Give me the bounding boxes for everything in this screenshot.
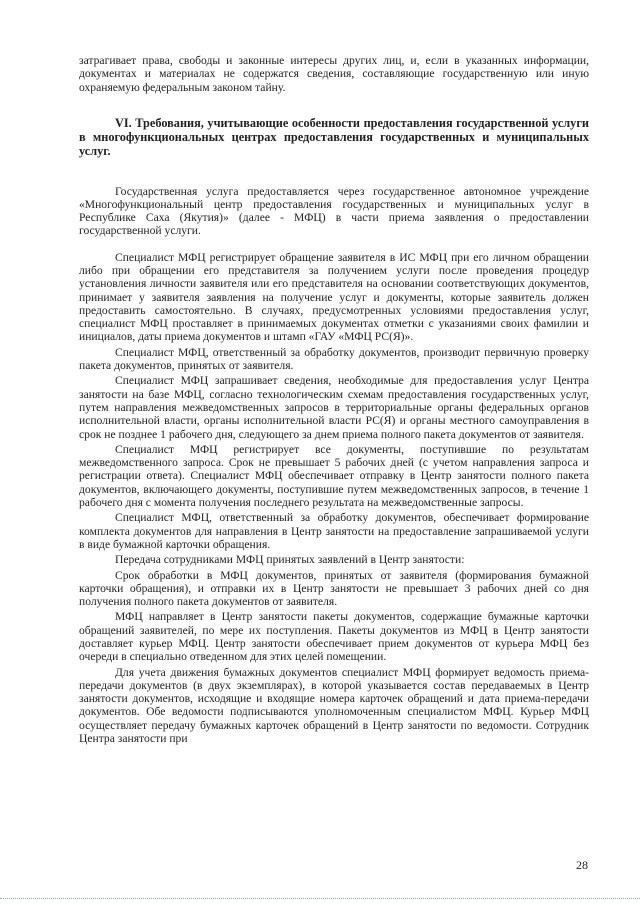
paragraph: Государственная услуга предоставляется через государственное автономное учреждение «Многофункциональный центр предоставления государственных и муниципальных услуг в Республике Саха (Якутия)» (далее - МФЦ) в части приема заявления о предоставлении государственной услуги. [79,184,589,238]
paragraph: Для учета движения бумажных документов специалист МФЦ формирует ведомость приема-передачи документов (в двух экземплярах), в которой указывается состав передаваемых в Центр занятости документов, исходящие и входящие номера карточек обращений и дата приема-передачи документов. Обе ведомости подписываются уполномоченным специалистом МФЦ. Курьер МФЦ осуществляет передачу бумажных карточек обращений в Центр занятости по ведомости. Сотрудник Центра занятости при [79,665,589,746]
document-body [79,54,589,745]
paragraph: МФЦ направляет в Центр занятости пакеты документов, содержащие бумажные карточки обращений заявителей, по мере их поступления. Пакеты документов из МФЦ в Центр занятости доставляет курьер МФЦ. Центр занятости обеспечивает прием документов от курьера МФЦ без очереди в специально отведенном для этих целей помещении. [79,610,589,664]
paragraph: Специалист МФЦ, ответственный за обработку документов, производит первичную проверку пакета документов, принятых от заявителя. [79,345,589,373]
section-heading: VI. Требования, учитывающие особенности предоставления государственной услуги в многофункциональных центрах предоставления государственных и муниципальных услуг. [79,115,589,159]
paragraph: Специалист МФЦ запрашивает сведения, необходимые для предоставления услуг Центра занятости на базе МФЦ, согласно технологическим схемам предоставления государственных услуг, путем направления межведомственных запросов в территориальные органы федеральных органов исполнительной власти, органы исполнительной власти РС(Я) и органы местного самоуправления в срок не позднее 1 рабочего дня, следующего за днем приема полного пакета документов от заявителя. [79,374,589,441]
page-number: 28 [576,858,588,872]
paragraph: Специалист МФЦ регистрирует обращение заявителя в ИС МФЦ при его личном обращении либо при обращении его представителя за получением услуги после проведения процедур установления личности заявителя или его представителя на основании соответствующих документов, принимает у заявителя заявления на получение услуг и документы, которые заявитель должен предоставить самостоятельно. В случаях, предусмотренных условиями предоставления услуг, специалист МФЦ проставляет в принимаемых документах отметки с указаниями своих фамилии и инициалов, даты приема документов и штамп «ГАУ «МФЦ РС(Я)». [79,250,589,344]
intro-paragraph: затрагивает права, свободы и законные интересы других лиц, и, если в указанных информации, документах и материалах не содержатся сведения, составляющие государственную или иную охраняемую федеральным законом тайну. [79,54,589,94]
paragraph: Срок обработки в МФЦ документов, принятых от заявителя (формирования бумажной карточки обращения), и отправки их в Центр занятости не превышает 3 рабочих дней со дня получения полного пакета документов от заявителя. [79,568,589,609]
paragraph: Специалист МФЦ регистрирует все документы, поступившие по результатам межведомственного запроса. Срок не превышает 5 рабочих дней (с учетом направления запроса и регистрации ответа). Специалист МФЦ обеспечивает отправку в Центр занятости полного пакета документов, включающего документы, поступившие путем межведомственных запросов, в течение 1 рабочего дня с момента получения последнего результата на межведомственные запросы. [79,442,589,510]
paragraph: Передача сотрудниками МФЦ принятых заявлений в Центр занятости: [115,553,465,567]
paragraph: Специалист МФЦ, ответственный за обработку документов, обеспечивает формирование комплекта документов для направления в Центр занятости на предоставление запрашиваемой услуги в виде бумажной карточки обращения. [79,511,589,551]
scan-edge-line [0,898,640,899]
